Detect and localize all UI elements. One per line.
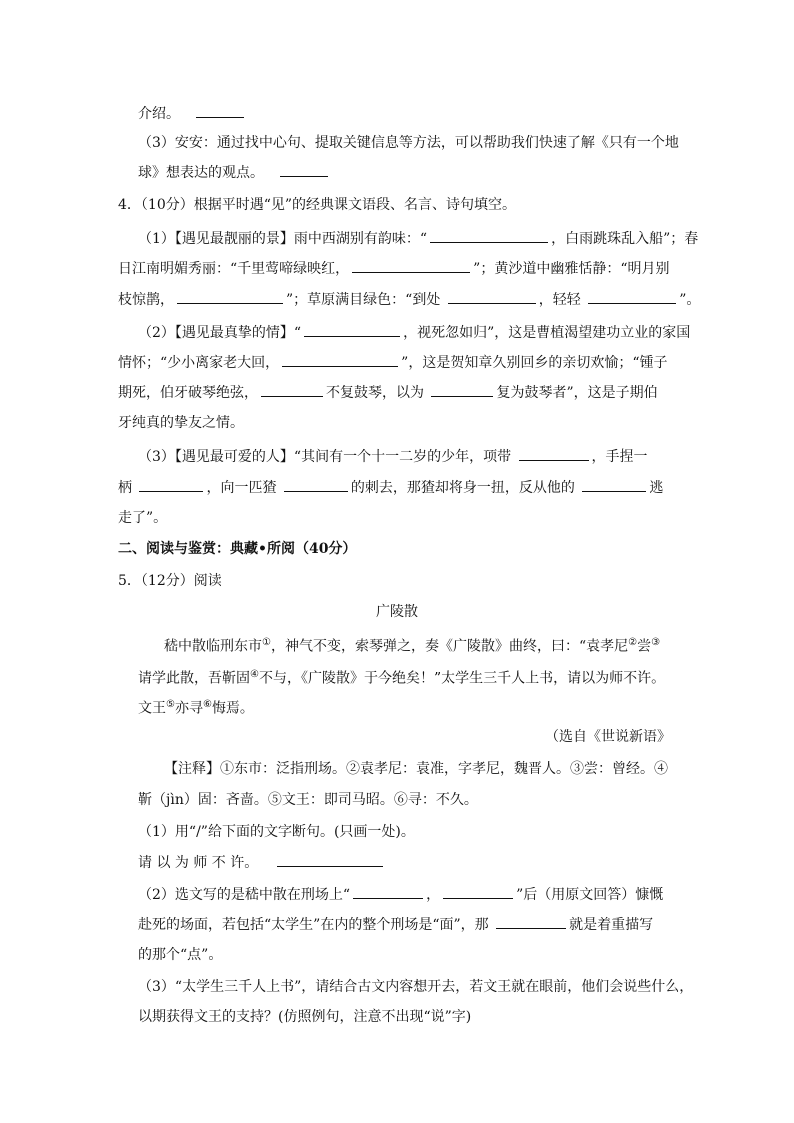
q4-2-line4: 牙纯真的挚友之情。	[118, 415, 244, 431]
answer-blank[interactable]	[261, 382, 323, 397]
answer-blank[interactable]	[519, 446, 589, 461]
q4-2-line3: 期死，伯牙破琴绝弦， 不复鼓琴，以为 复为鼓琴者”，这是子期伯	[118, 382, 658, 404]
answer-blank[interactable]	[284, 477, 348, 492]
answer-blank[interactable]	[430, 228, 548, 243]
subquestion-1-text: 请 以 为 师 不 许。	[138, 852, 386, 874]
subquestion-3-line2: 以期获得文王的支持？(仿照例句，注意不出现“说”字)	[138, 1009, 472, 1025]
subquestion-2-line2: 赴死的场面，若包括“太学生”在内的整个刑场是“面”，那 就是着重描写	[138, 914, 653, 936]
answer-blank[interactable]	[304, 322, 400, 337]
q4-1-line3: 枝惊鹊， ”；草原满目绿色：“到处 ，轻轻 ”。	[118, 289, 700, 311]
passage-line3: 文王⑤亦寻⑥悔焉。	[138, 699, 254, 717]
answer-blank[interactable]	[139, 477, 203, 492]
q4-3-line1: （3）【遇见最可爱的人】“其间有一个十一二岁的少年，项带 ，手捏一	[138, 446, 648, 468]
subquestion-3-line1: （3）“太学生三千人上书”，请结合古文内容想开去，若文王就在眼前，他们会说些什么，	[138, 979, 694, 995]
q4-1-line1: （1）【遇见最靓丽的景】雨中西湖别有韵味：“ ，白雨跳珠乱入船”；春	[138, 228, 698, 250]
q4-2-line2: 情怀；“少小离家老大回， ”，这是贺知章久别回乡的亲切欢愉；“锺子	[118, 352, 668, 374]
passage-line1: 嵇中散临刑东市①，神气不变，索琴弹之，奏《广陵散》曲终，曰：“袁孝尼②尝③	[164, 637, 661, 655]
answer-blank[interactable]	[177, 289, 283, 304]
answer-blank[interactable]	[443, 884, 513, 899]
annotation-line2: 靳（jìn）固：吝啬。⑤文王：即司马昭。⑥寻：不久。	[138, 792, 478, 808]
q4-3-line2: 柄 ，向一匹猹 的刺去，那猹却将身一扭，反从他的 逃	[118, 477, 663, 499]
text-line: 球》想表达的观点。	[138, 162, 331, 184]
q4-1-line2: 日江南明媚秀丽：“千里莺啼绿映红， ”；黄沙道中幽雅恬静：“明月别	[118, 258, 669, 280]
subquestion-1: （1）用“/”给下面的文字断句。(只画一处)。	[138, 824, 415, 840]
answer-blank[interactable]	[353, 884, 423, 899]
answer-blank[interactable]	[352, 258, 470, 273]
answer-blank[interactable]	[588, 289, 676, 304]
section-heading: 二、阅读与鉴赏：典藏•所阅（40分）	[118, 541, 357, 557]
answer-blank[interactable]	[448, 289, 536, 304]
q4-3-line3: 走了”。	[118, 510, 168, 526]
answer-blank[interactable]	[431, 382, 493, 397]
q4-2-line1: （2）【遇见最真挚的情】“ ，视死忽如归”，这是曹植渴望建功立业的家国	[138, 322, 690, 344]
answer-blank[interactable]	[282, 352, 398, 367]
passage-source: （选自《世说新语》	[545, 729, 671, 745]
answer-blank[interactable]	[277, 852, 383, 867]
answer-blank[interactable]	[280, 162, 328, 177]
text-line: （3）安安：通过找中心句、提取关键信息等方法，可以帮助我们快速了解《只有一个地	[138, 135, 679, 151]
question-4-header: 4．（10分）根据平时遇“见”的经典课文语段、名言、诗句填空。	[118, 197, 517, 213]
passage-line2: 请学此散，吾靳固④不与，《广陵散》于今绝矣！”太学生三千人上书，请以为师不许。	[138, 669, 666, 687]
text-line: 介绍。	[138, 103, 247, 125]
annotation-line1: 【注释】①东市：泛指刑场。②袁孝尼：袁准，字孝尼，魏晋人。③尝：曾经。④	[164, 761, 668, 777]
answer-blank[interactable]	[582, 477, 646, 492]
answer-blank[interactable]	[496, 914, 566, 929]
subquestion-2-line1: （2）选文写的是嵇中散在刑场上“ ， ”后（用原文回答）慷慨	[138, 884, 663, 906]
question-5-header: 5．（12分）阅读	[118, 573, 222, 589]
answer-blank[interactable]	[196, 103, 244, 118]
passage-title: 广陵散	[376, 604, 418, 620]
subquestion-2-line3: 的那个“点”。	[138, 947, 223, 963]
